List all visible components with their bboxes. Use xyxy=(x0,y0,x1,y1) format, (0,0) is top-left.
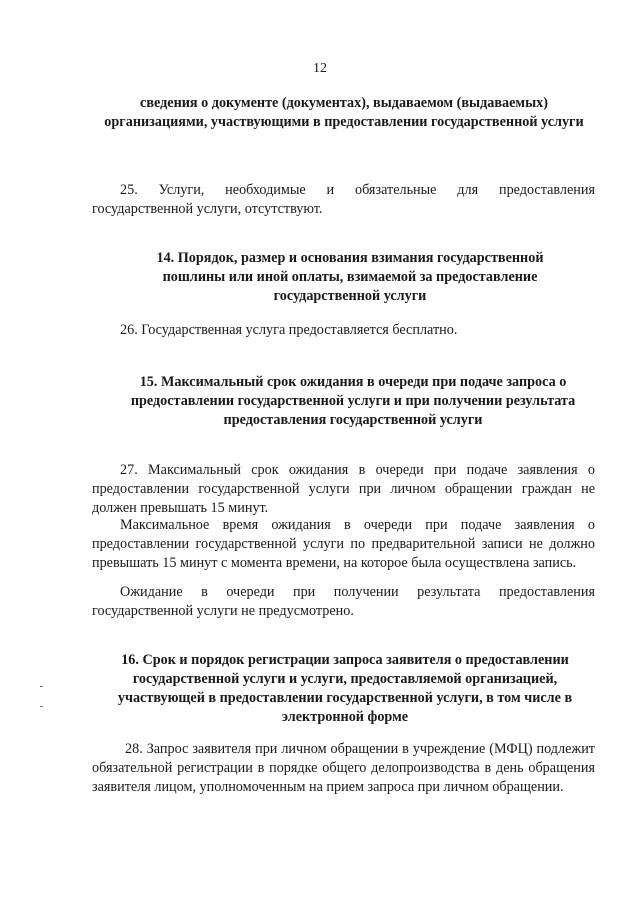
section-heading-16: 16. Срок и порядок регистрации запроса заявителя о предоставлении государственной услуги и услуги, предоставляемой организацией, участвующей в предоставлении государственной услуги, в том числе в электронной форме xyxy=(117,652,573,725)
section-heading-14: 14. Порядок, размер и основания взимания государственной пошлины или иной оплаты, взимаемой за предоставление государственной услуги xyxy=(156,250,544,304)
paragraph-25: 25. Услуги, необходимые и обязательные для предоставления государственной услуги, отсутствуют. xyxy=(92,182,595,217)
paragraph-27-first: 27. Максимальный срок ожидания в очереди при подаче заявления о предоставлении государственной услуги при личном обращении граждан не должен превышать 15 минут. xyxy=(92,462,595,516)
margin-mark xyxy=(40,706,43,707)
margin-mark xyxy=(40,686,43,687)
section-heading-continued: сведения о документе (документах), выдаваемом (выдаваемых) организациями, участвующими в предоставлении государственной услуги xyxy=(104,95,584,130)
page-number: 12 xyxy=(313,61,327,76)
paragraph-28: 28. Запрос заявителя при личном обращении в учреждение (МФЦ) подлежит обязательной регистрации в порядке общего делопроизводства в день обращения заявителя лицом, уполномоченным на прием запроса при личном обращении. xyxy=(92,741,595,795)
paragraph-27-second: Максимальное время ожидания в очереди при подаче заявления о предоставлении государственной услуги по предварительной записи не должно превышать 15 минут с момента времени, на которое была осуществлена запись. xyxy=(92,517,595,571)
section-heading-15: 15. Максимальный срок ожидания в очереди при подаче запроса о предоставлении государственной услуги и при получении результата предоставления государственной услуги xyxy=(130,374,576,428)
paragraph-27-third: Ожидание в очереди при получении результата предоставления государственной услуги не предусмотрено. xyxy=(92,584,595,619)
paragraph-26: 26. Государственная услуга предоставляется бесплатно. xyxy=(120,322,458,338)
